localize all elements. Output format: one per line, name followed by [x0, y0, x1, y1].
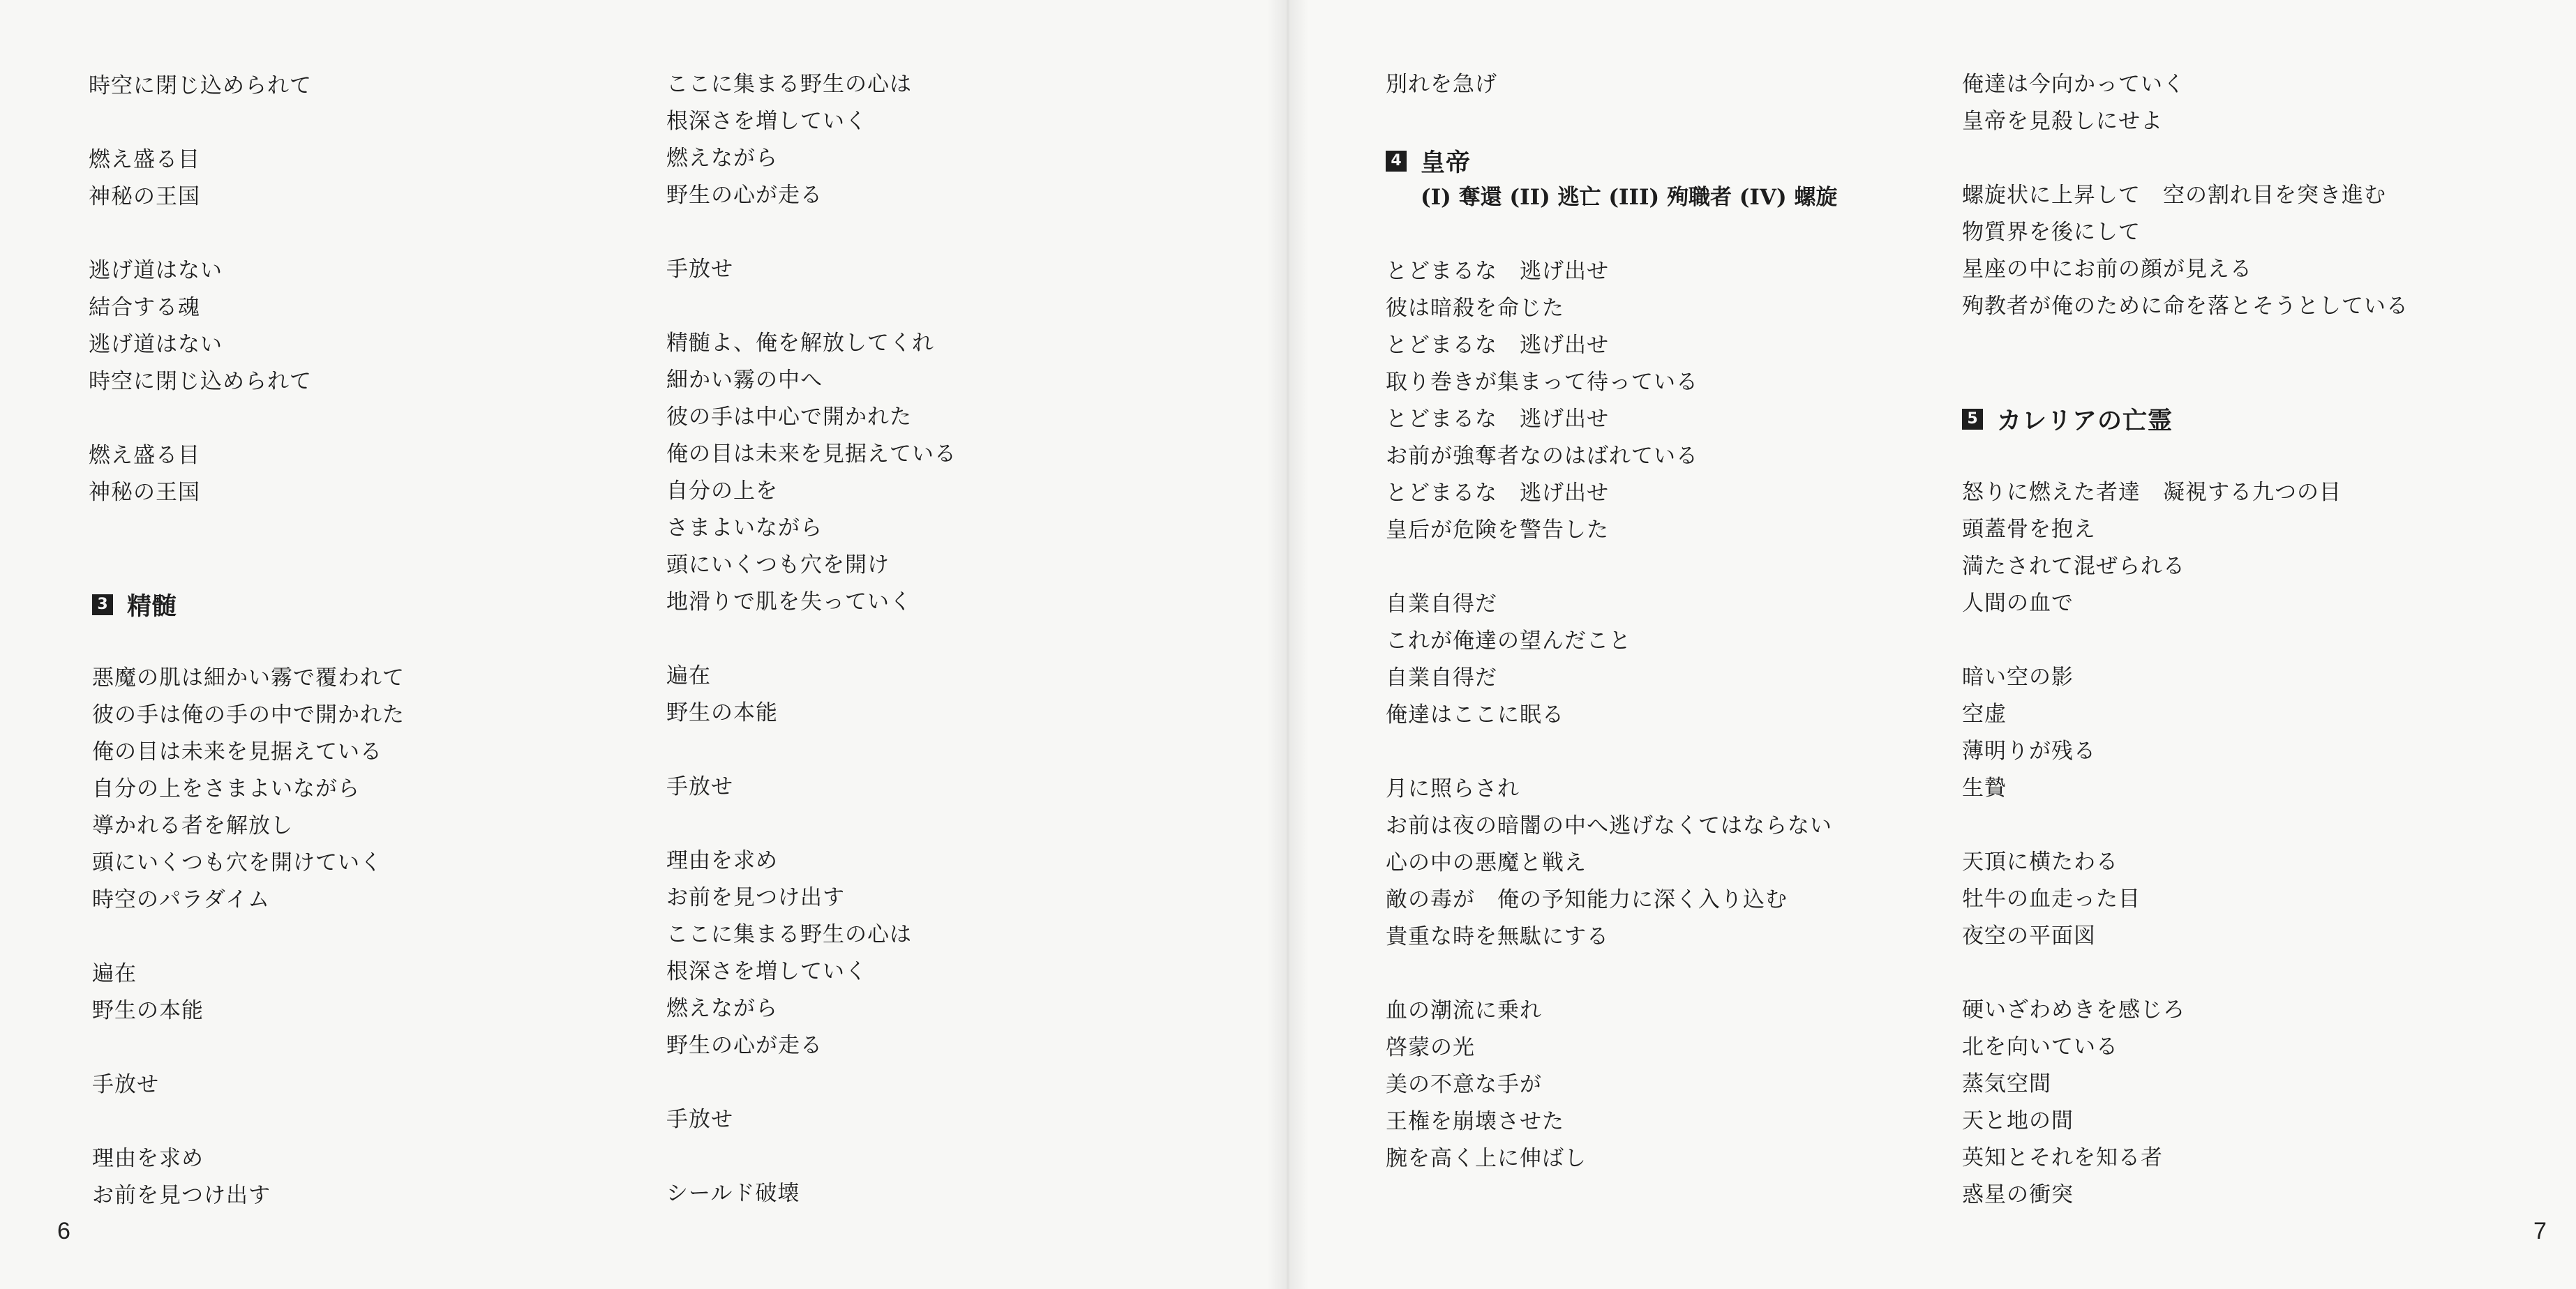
lyric-line: 手放せ: [92, 1072, 159, 1097]
lyric-line: 遍在: [92, 961, 137, 986]
lyric-line: 時空に閉じ込められて: [89, 369, 312, 394]
lyric-line: とどまるな 逃げ出せ: [1386, 481, 1609, 506]
lyric-line: 満たされて混ぜられる: [1962, 554, 2185, 579]
section-number-badge: 5: [1962, 409, 1983, 430]
lyric-line: 英知とそれを知る者: [1962, 1145, 2163, 1170]
lyric-line: 自業自得だ: [1386, 591, 1497, 617]
lyric-line: 自分の上を: [666, 478, 778, 504]
lyric-line: 心の中の悪魔と戦え: [1386, 850, 1587, 875]
stanza-break: [1962, 955, 2492, 992]
lyric-line: 月に照らされ: [1386, 776, 1520, 801]
lyric-line: お前を見つけ出す: [92, 1183, 271, 1208]
lyric-line: お前が強奪者なのはばれている: [1386, 444, 1698, 469]
lyric-line: 美の不意な手が: [1386, 1072, 1542, 1097]
lyrics-block-section3-cont: [666, 66, 1197, 1212]
lyric-line: これが俺達の望んだこと: [1386, 628, 1631, 654]
column-3: [1386, 66, 1916, 1177]
lyric-line: 血の潮流に乗れ: [1386, 998, 1542, 1023]
stanza-break: [89, 105, 619, 142]
lyric-line: 手放せ: [666, 1107, 733, 1132]
lyric-line: 理由を求め: [92, 1146, 204, 1171]
stanza-break: [1962, 807, 2492, 844]
stanza-break: [666, 214, 1197, 251]
stanza-break: [1386, 956, 1916, 993]
column-1: [89, 68, 619, 511]
lyric-line: 導かれる者を解放し: [92, 813, 293, 838]
lyric-line: 空虚: [1962, 702, 2007, 727]
lyric-line: 野生の本能: [666, 700, 778, 725]
lyric-line: 皇后が危険を警告した: [1386, 518, 1609, 543]
lyrics-block-section4-end: [1962, 66, 2492, 325]
lyric-line: 燃えながら: [666, 996, 778, 1021]
lyric-line: 頭蓋骨を抱え: [1962, 517, 2096, 542]
lyric-line: 螺旋状に上昇して 空の割れ目を突き進む: [1962, 183, 2386, 208]
stanza-break: [666, 1138, 1197, 1175]
lyric-line: 俺の目は未来を見据えている: [666, 442, 957, 467]
lyric-line: 時空のパラダイム: [92, 887, 271, 912]
page-number: 6: [57, 1218, 70, 1244]
lyric-line: さまよいながら: [666, 515, 823, 541]
lyric-line: 悪魔の肌は細かい霧で覆われて: [92, 665, 405, 691]
column-4: [1962, 66, 2492, 1214]
stanza-break: [666, 1064, 1197, 1101]
lyric-line: 遍在: [666, 663, 711, 688]
lyric-line: 敵の毒が 俺の予知能力に深く入り込む: [1386, 887, 1788, 912]
lyric-line: 彼の手は中心で開かれた: [666, 405, 912, 430]
lyric-line: 燃え盛る目: [89, 443, 200, 468]
lyric-line: 彼は暗殺を命じた: [1386, 296, 1564, 321]
lyric-line: 神秘の王国: [89, 480, 200, 505]
stanza-break: [666, 621, 1197, 658]
stanza-break: [666, 288, 1197, 325]
lyric-line: 結合する魂: [89, 295, 200, 320]
lyric-line: 蒸気空間: [1962, 1071, 2051, 1096]
stanza-break: [92, 1030, 622, 1066]
lyric-line: 細かい霧の中へ: [666, 368, 823, 393]
lyric-line: 自業自得だ: [1386, 665, 1497, 691]
column-1-section3: [92, 586, 622, 1214]
stanza-break: [89, 400, 619, 437]
page-gutter-shadow: [1267, 0, 1309, 1289]
lyric-line: 根深さを増していく: [666, 959, 867, 984]
lyric-line: とどまるな 逃げ出せ: [1386, 333, 1609, 358]
lyric-line: 星座の中にお前の顔が見える: [1962, 257, 2252, 282]
lyric-line: 北を向いている: [1962, 1034, 2118, 1060]
lyric-line: ここに集まる野生の心は: [666, 922, 912, 947]
lyric-line: 頭にいくつも穴を開け: [666, 552, 890, 578]
lyric-line: 俺達は今向かっていく: [1962, 72, 2185, 97]
lyric-line: 燃え盛る目: [89, 147, 200, 172]
lyrics-block-section3: [92, 660, 622, 1214]
lyrics-block-section4: [1386, 253, 1916, 1177]
lyric-line: 怒りに燃えた者達 凝視する九つの目: [1962, 480, 2342, 505]
section-heading: [92, 586, 622, 623]
lyric-line: 惑星の衝突: [1962, 1182, 2074, 1207]
lyric-line: 暗い空の影: [1962, 665, 2074, 690]
lyrics-block-section4-prelude: [1386, 66, 1916, 103]
stanza-break: [92, 919, 622, 956]
lyric-line: 天頂に横たわる: [1962, 850, 2118, 875]
lyric-line: 王権を崩壊させた: [1386, 1109, 1564, 1134]
lyric-line: 皇帝を見殺しにせよ: [1962, 109, 2163, 134]
stanza-break: [92, 1103, 622, 1140]
lyric-line: 時空に閉じ込められて: [89, 73, 312, 98]
lyric-line: 野生の本能: [92, 998, 204, 1023]
lyric-line: 夜空の平面図: [1962, 924, 2096, 949]
lyric-line: 薄明りが残る: [1962, 739, 2096, 764]
page-number: 7: [2533, 1218, 2547, 1244]
lyrics-block-section5: [1962, 474, 2492, 1214]
lyric-line: 理由を求め: [666, 848, 778, 873]
lyric-line: 取り巻きが集まって待っている: [1386, 370, 1698, 395]
lyric-line: 精髄よ、俺を解放してくれ: [666, 331, 934, 356]
stanza-break: [89, 216, 619, 252]
lyric-line: 貴重な時を無駄にする: [1386, 924, 1609, 949]
section-number-badge: 4: [1386, 151, 1407, 172]
lyric-line: 逃げ道はない: [89, 258, 223, 283]
lyric-line: 彼の手は俺の手の中で開かれた: [92, 702, 405, 728]
section-heading: [1962, 400, 2492, 437]
lyric-line: お前は夜の暗闇の中へ逃げなくてはならない: [1386, 813, 1832, 838]
lyric-line: 俺の目は未来を見据えている: [92, 739, 382, 764]
lyric-line: 天と地の間: [1962, 1108, 2074, 1133]
section-number-badge: 3: [92, 594, 113, 615]
lyric-line: シールド破壊: [666, 1181, 800, 1206]
lyric-line: 神秘の王国: [89, 184, 200, 209]
section-title: 精髄: [127, 591, 178, 621]
lyric-line: 人間の血で: [1962, 591, 2074, 616]
stanza-break: [666, 806, 1197, 843]
lyrics-block-section2-end: [89, 68, 619, 511]
right-page: [1288, 0, 2576, 1289]
stanza-break: [1386, 734, 1916, 771]
stanza-break: [1386, 549, 1916, 586]
section-title: 皇帝: [1421, 148, 1472, 177]
lyric-line: ここに集まる野生の心は: [666, 72, 912, 97]
lyric-line: 地滑りで肌を失っていく: [666, 589, 912, 615]
section-subtitle: (I) 奪還 (II) 逃亡 (III) 殉職者 (IV) 螺旋: [1421, 185, 1838, 210]
lyric-line: 腕を高く上に伸ばし: [1386, 1146, 1587, 1171]
lyric-line: 手放せ: [666, 774, 733, 799]
lyric-line: 牡牛の血走った目: [1962, 887, 2141, 912]
lyric-line: 殉教者が俺のために命を落とそうとしている: [1962, 294, 2409, 319]
lyric-line: 俺達はここに眠る: [1386, 702, 1564, 728]
lyric-line: とどまるな 逃げ出せ: [1386, 259, 1609, 284]
lyric-line: 別れを急げ: [1386, 72, 1497, 97]
lyric-line: 逃げ道はない: [89, 332, 223, 357]
lyric-line: 自分の上をさまよいながら: [92, 776, 360, 801]
lyric-line: 頭にいくつも穴を開けていく: [92, 850, 382, 875]
lyric-line: お前を見つけ出す: [666, 885, 845, 910]
lyric-line: 燃えながら: [666, 146, 778, 171]
section-heading: [1386, 142, 1916, 179]
lyric-line: とどまるな 逃げ出せ: [1386, 407, 1609, 432]
column-2: [666, 66, 1197, 1212]
lyric-line: 野生の心が走る: [666, 183, 823, 208]
stanza-break: [1962, 140, 2492, 177]
stanza-break: [666, 732, 1197, 769]
lyric-line: 啓蒙の光: [1386, 1035, 1475, 1060]
section-title: カレリアの亡霊: [1997, 406, 2173, 435]
lyric-line: 根深さを増していく: [666, 109, 867, 134]
lyric-line: 生贄: [1962, 776, 2007, 801]
stanza-break: [1962, 622, 2492, 659]
lyric-line: 物質界を後にして: [1962, 220, 2141, 245]
lyric-line: 手放せ: [666, 257, 733, 282]
lyric-line: 硬いざわめきを感じろ: [1962, 997, 2185, 1023]
lyric-line: 野生の心が走る: [666, 1033, 823, 1058]
